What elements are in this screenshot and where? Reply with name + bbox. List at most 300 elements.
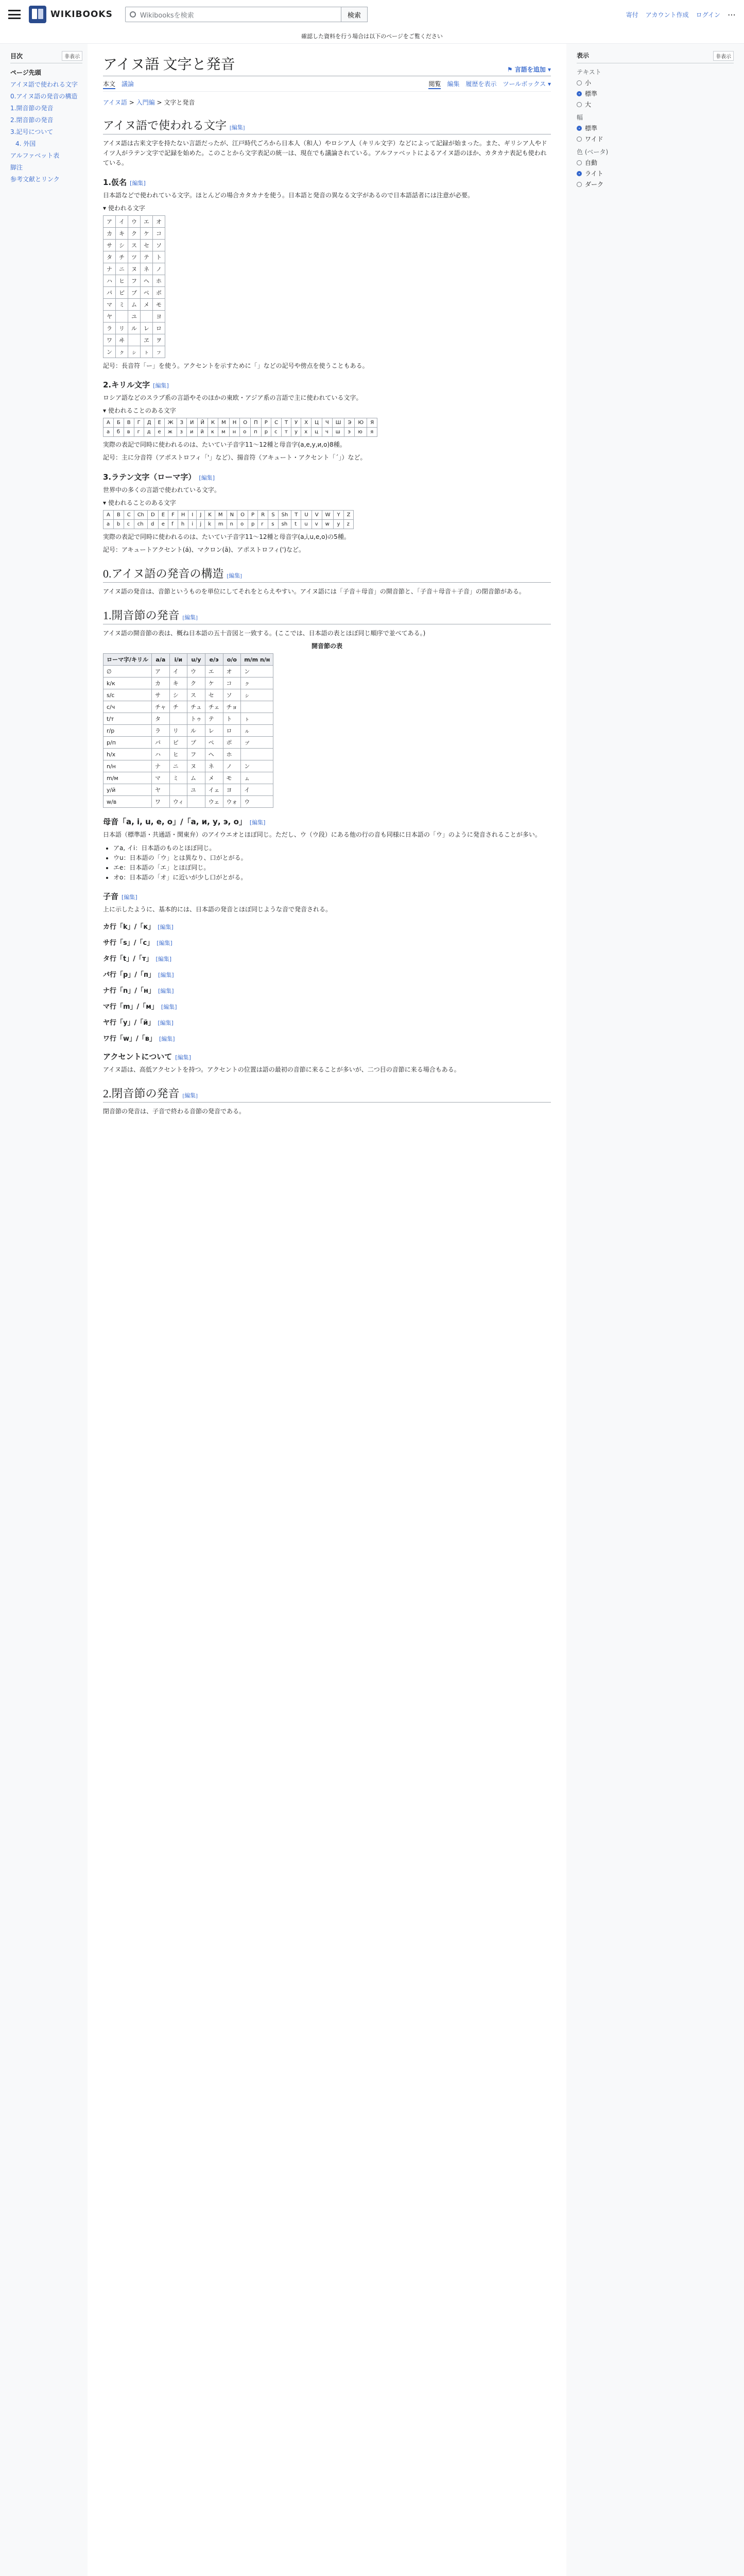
table-cell: ウォ xyxy=(223,796,241,808)
toc-item[interactable]: アイヌ語で使われる文字 xyxy=(10,81,78,88)
subsection-title: ナ行「n」/「н」 xyxy=(103,987,155,995)
breadcrumb: アイヌ語 > 入門編 > 文字と発音 xyxy=(103,99,195,106)
table-cell: w/в xyxy=(103,796,152,808)
table-cell: c/ч xyxy=(103,701,152,713)
table-cell: О xyxy=(240,418,251,428)
table-cell: メ xyxy=(141,298,153,310)
table-header-cell: e/э xyxy=(205,654,223,666)
table-cell: я xyxy=(367,428,377,437)
subsection-heading xyxy=(103,953,551,963)
table-cell: ワ xyxy=(152,796,170,808)
table-cell: J xyxy=(197,510,205,519)
table-row xyxy=(103,772,273,784)
table-cell: ラ xyxy=(103,322,116,334)
table-cell: セ xyxy=(141,239,153,251)
table-cell: ニ xyxy=(116,263,128,275)
table-cell xyxy=(128,334,141,346)
search-button[interactable]: 検索 xyxy=(341,7,368,22)
table-cell: Н xyxy=(229,418,240,428)
table-cell: チョ xyxy=(223,701,241,713)
table-cell: F xyxy=(168,510,178,519)
paragraph: 実際の表記で同時に使われるのは、たいてい子音字11〜12種と母音字(a,i,u,e,o)の5種。 xyxy=(103,533,350,540)
table-row xyxy=(103,760,273,772)
table-cell: イ xyxy=(241,784,273,796)
edit-link[interactable]: [編集] xyxy=(159,1035,175,1042)
table-cell: ウ xyxy=(241,796,273,808)
subsection-heading xyxy=(103,1001,551,1011)
table-cell: h/х xyxy=(103,749,152,760)
table-cell: д xyxy=(144,428,154,437)
table-cell: p xyxy=(248,519,257,529)
edit-label: 編集 xyxy=(177,1054,189,1061)
table-cell: у xyxy=(291,428,301,437)
toc-item[interactable]: 3.記号について xyxy=(10,128,54,135)
paragraph: 記号：アキュートアクセント(á)、マクロン(ā)、アポストロフィ(')など。 xyxy=(103,546,305,553)
table-cell: и xyxy=(187,428,197,437)
table-cell: sh xyxy=(278,519,291,529)
table-header-cell: a/a xyxy=(152,654,170,666)
toc-header xyxy=(10,51,82,63)
table-row xyxy=(103,286,165,298)
color-label: 色 (ベータ) xyxy=(577,148,609,156)
table-cell xyxy=(116,310,128,322)
table-cell: s/c xyxy=(103,689,152,701)
table-cell: タ xyxy=(152,713,170,725)
edit-link[interactable]: [編集] xyxy=(182,1092,198,1099)
table-cell: ц xyxy=(312,428,322,437)
search-icon xyxy=(130,11,136,18)
donate-link[interactable]: 寄付 xyxy=(626,11,638,19)
table-cell: е xyxy=(154,428,164,437)
table-cell: ラ xyxy=(152,725,170,737)
table-cell: ヘ xyxy=(141,275,153,286)
table-cell: ㇷ xyxy=(153,346,165,358)
table-cell: ン xyxy=(103,346,116,358)
table-cell: ㇷ゚ xyxy=(241,737,273,749)
toc-item[interactable]: アルファベット表 xyxy=(10,152,60,159)
table-cell: Ч xyxy=(322,418,332,428)
radio-icon[interactable] xyxy=(577,102,582,107)
table-cell: П xyxy=(251,418,262,428)
section-heading xyxy=(103,1051,551,1062)
toc-item[interactable]: 2.閉音節の発音 xyxy=(10,116,54,124)
radio-label: ワイド xyxy=(585,135,603,143)
table-cell: m xyxy=(215,519,227,529)
table-cell: H xyxy=(178,510,188,519)
table-row xyxy=(103,322,165,334)
table-cell: ㇳ xyxy=(241,713,273,725)
table-cell: ユ xyxy=(128,310,141,322)
toc-item[interactable]: 脚注 xyxy=(10,164,23,171)
collapse-toggle[interactable]: ▾ 使われる文字 xyxy=(103,204,145,212)
table-cell: ツ xyxy=(128,251,141,263)
table-row xyxy=(103,227,165,239)
table-cell: キ xyxy=(116,227,128,239)
table-cell: U xyxy=(301,510,312,519)
table-header-cell: u/y xyxy=(187,654,205,666)
more-icon[interactable]: ⋯ xyxy=(728,9,736,20)
table-cell: ソ xyxy=(153,239,165,251)
radio-option[interactable] xyxy=(577,169,734,178)
table-cell: サ xyxy=(103,239,116,251)
menu-icon[interactable] xyxy=(8,10,21,19)
table-cell: ネ xyxy=(141,263,153,275)
toc-item[interactable]: 参考文献とリンク xyxy=(10,176,60,183)
table-row xyxy=(103,263,165,275)
table-row xyxy=(103,519,354,529)
table-cell: c xyxy=(124,519,134,529)
toc-item[interactable]: 4. 外国 xyxy=(15,140,36,147)
table-cell: シ xyxy=(116,239,128,251)
table-cell: Г xyxy=(134,418,144,428)
radio-icon[interactable] xyxy=(577,126,582,131)
table-cell: ヤ xyxy=(152,784,170,796)
site-logo[interactable] xyxy=(29,6,113,23)
table-cell: ケ xyxy=(141,227,153,239)
table-cell: ピ xyxy=(116,286,128,298)
table-cell: ミ xyxy=(169,772,187,784)
tab-history[interactable]: 履歴を表示 xyxy=(465,80,497,88)
table-cell: Й xyxy=(197,418,207,428)
subsection-title: ワ行「w」/「в」 xyxy=(103,1035,156,1043)
vowel-list xyxy=(113,843,551,883)
table-cell: ㇱ xyxy=(128,346,141,358)
radio-option[interactable] xyxy=(577,100,734,109)
edit-link[interactable]: [編集] xyxy=(157,939,172,946)
edit-link[interactable]: [編集] xyxy=(158,987,174,994)
list-item: • ウu：日本語の「ウ」とは異なり、口がとがる。 xyxy=(113,853,551,863)
toc-item[interactable]: ページ先頭 xyxy=(10,69,41,76)
table-cell: v xyxy=(312,519,322,529)
table-cell: б xyxy=(113,428,124,437)
edit-label: 編集 xyxy=(231,125,243,131)
table-cell: セ xyxy=(205,689,223,701)
table-cell: Ц xyxy=(312,418,322,428)
table-cell: シ xyxy=(169,689,187,701)
table-cell: ノ xyxy=(223,760,241,772)
table-cell: ヲ xyxy=(153,334,165,346)
table-row xyxy=(103,510,354,519)
tab-article[interactable]: 本文 xyxy=(103,79,115,89)
section-title: アクセントについて xyxy=(103,1052,172,1061)
table-cell: Z xyxy=(343,510,354,519)
breadcrumb-item[interactable]: 入門編 xyxy=(136,99,155,106)
table-cell: ペ xyxy=(141,286,153,298)
table-row xyxy=(103,749,273,760)
search-input[interactable] xyxy=(125,7,341,22)
table-cell: ヒ xyxy=(116,275,128,286)
table-cell: Я xyxy=(367,418,377,428)
edit-link[interactable]: [編集] xyxy=(161,1003,177,1010)
table-cell: р xyxy=(261,428,271,437)
table-cell: レ xyxy=(141,322,153,334)
table-row xyxy=(103,418,377,428)
subsection-title: パ行「p」/「п」 xyxy=(103,971,155,979)
edit-link[interactable]: [編集] xyxy=(158,1019,174,1026)
table-cell: サ xyxy=(152,689,170,701)
table-row xyxy=(103,334,165,346)
table-cell: V xyxy=(312,510,322,519)
table-cell: ア xyxy=(152,666,170,677)
radio-icon[interactable] xyxy=(577,91,582,96)
table-cell: ス xyxy=(128,239,141,251)
table-cell: ニ xyxy=(169,760,187,772)
edit-link[interactable]: [編集] xyxy=(175,1054,191,1061)
table-cell: х xyxy=(301,428,312,437)
radio-icon[interactable] xyxy=(577,171,582,176)
table-row xyxy=(103,275,165,286)
table-cell: K xyxy=(205,510,215,519)
main-content xyxy=(88,44,566,2576)
edit-link[interactable]: [編集] xyxy=(153,382,169,389)
table-cell: ш xyxy=(332,428,344,437)
table-cell: ポ xyxy=(153,286,165,298)
table-cell: I xyxy=(188,510,197,519)
appearance-hide-button[interactable]: 非表示 xyxy=(713,51,734,61)
table-cell: エ xyxy=(205,666,223,677)
color-options xyxy=(577,158,734,189)
cyrillic-table xyxy=(103,418,377,437)
table-cell: タ xyxy=(103,251,116,263)
subsection-title: ヤ行「y」/「й」 xyxy=(103,1019,155,1027)
tools-label: ツールボックス xyxy=(503,80,546,88)
toc-item[interactable]: 1.開音節の発音 xyxy=(10,105,54,112)
table-cell: Е xyxy=(154,418,164,428)
table-cell: ハ xyxy=(103,275,116,286)
radio-label: 小 xyxy=(585,79,592,87)
table-cell: Д xyxy=(144,418,154,428)
table-cell: ㇽ xyxy=(241,725,273,737)
table-cell: ミ xyxy=(116,298,128,310)
table-cell: К xyxy=(208,418,218,428)
table-cell: S xyxy=(268,510,278,519)
edit-link[interactable]: [編集] xyxy=(227,573,242,580)
paragraph: ロシア語などのスラブ系の言語やそのほかの東欧・アジア系の言語で主に使われている文字。 xyxy=(103,394,362,401)
table-cell: m/м xyxy=(103,772,152,784)
breadcrumb-item[interactable]: アイヌ語 xyxy=(103,99,127,106)
table-cell: ю xyxy=(355,428,367,437)
table-cell: т xyxy=(282,428,291,437)
toc-sidebar xyxy=(0,44,88,2576)
table-cell: A xyxy=(103,510,114,519)
table-cell: г xyxy=(134,428,144,437)
section-title: 1.仮名 xyxy=(103,177,127,187)
login-link[interactable]: ログイン xyxy=(696,11,720,19)
subsection-heading xyxy=(103,1033,551,1043)
table-cell: コ xyxy=(223,677,241,689)
table-cell: о xyxy=(240,428,251,437)
syllable-table xyxy=(103,653,273,808)
toc-item[interactable]: 0.アイヌ語の発音の構造 xyxy=(10,93,78,100)
edit-link[interactable]: [編集] xyxy=(199,474,215,481)
radio-option[interactable] xyxy=(577,89,734,98)
table-cell: パ xyxy=(152,737,170,749)
table-cell: У xyxy=(291,418,301,428)
paragraph: アイヌ語は、高低アクセントを持つ。アクセントの位置は語の最初の音節に来ることが多いが、二つ目の音節に来る場合もある。 xyxy=(103,1065,460,1073)
table-cell: ヒ xyxy=(169,749,187,760)
top-bar xyxy=(0,0,744,29)
section-title: 0.アイヌ語の発音の構造 xyxy=(103,567,224,581)
radio-option[interactable] xyxy=(577,124,734,132)
table-cell: ム xyxy=(187,772,205,784)
table-cell: В xyxy=(124,418,134,428)
radio-option[interactable] xyxy=(577,134,734,143)
table-cell: フ xyxy=(128,275,141,286)
table-cell: н xyxy=(229,428,240,437)
toggle-label: 使われることのある文字 xyxy=(108,407,176,415)
table-row xyxy=(103,701,273,713)
table-header-cell: i/и xyxy=(169,654,187,666)
edit-label: 編集 xyxy=(201,474,213,481)
table-cell: ヱ xyxy=(141,334,153,346)
edit-link[interactable]: [編集] xyxy=(155,955,172,962)
edit-link[interactable]: [編集] xyxy=(158,971,174,978)
table-cell: ヤ xyxy=(103,310,116,322)
edit-link[interactable]: [編集] xyxy=(122,894,137,901)
section-heading xyxy=(103,177,551,188)
site-notice: 確認した資料を行う場合は以下のページをご覧ください xyxy=(0,29,744,44)
latin-table xyxy=(103,510,354,529)
table-cell: ノ xyxy=(153,263,165,275)
appearance-panel xyxy=(566,44,744,2576)
radio-icon[interactable] xyxy=(577,182,582,187)
radio-label: 自動 xyxy=(585,159,598,166)
edit-label: 編集 xyxy=(252,819,264,826)
edit-link[interactable]: [編集] xyxy=(130,179,146,187)
radio-icon[interactable] xyxy=(577,80,582,86)
table-cell: ch xyxy=(134,519,147,529)
paragraph: 日本語（標準語・共通語・関東弁）のアイウエオとほぼ同じ。ただし、ウ（ウ段）にある他の行の音も同様に日本語の「ウ」のように発音されることが多い。 xyxy=(103,831,541,839)
table-cell: マ xyxy=(103,298,116,310)
search-area xyxy=(125,7,368,22)
table-cell: a xyxy=(103,519,114,529)
radio-option[interactable] xyxy=(577,158,734,167)
table-cell: s xyxy=(268,519,278,529)
user-links xyxy=(626,10,736,20)
radio-label: 大 xyxy=(585,101,592,108)
table-cell: ス xyxy=(187,689,205,701)
table-cell: u xyxy=(301,519,312,529)
table-cell: ヌ xyxy=(187,760,205,772)
table-cell: チェ xyxy=(205,701,223,713)
table-cell: ソ xyxy=(223,689,241,701)
paragraph: 記号：長音符「ー」を使う。アクセントを示すために「」などの記号や傍点を使うこともある。 xyxy=(103,362,369,369)
paragraph: アイヌ語の開音節の表は、概ね日本語の五十音図と一致する。(ここでは、日本語の表とほぼ同じ順序で並べてある。) xyxy=(103,630,426,637)
table-cell: ウ xyxy=(128,215,141,227)
collapse-toggle[interactable]: ▾ 使われることのある文字 xyxy=(103,499,176,506)
table-cell: А xyxy=(103,418,114,428)
paragraph: アイヌ語の発音は、音節というものを単位にしてそれをとらえやすい。アイヌ語には「子音＋母音」の開音節と、「子音＋母音＋子音」の閉音節がある。 xyxy=(103,588,525,596)
table-cell: ユ xyxy=(187,784,205,796)
kana-table xyxy=(103,215,165,358)
section-heading xyxy=(103,117,551,134)
section-title: 3.ラテン文字（ローマ字） xyxy=(103,472,196,482)
table-row xyxy=(103,428,377,437)
table-cell: プ xyxy=(128,286,141,298)
toc-hide-button[interactable]: 非表示 xyxy=(62,51,82,61)
edit-link[interactable]: [編集] xyxy=(182,615,198,621)
subsection-heading xyxy=(103,985,551,995)
subsection-title: マ行「m」/「м」 xyxy=(103,1003,158,1011)
table-cell: Т xyxy=(282,418,291,428)
table-cell: ク xyxy=(128,227,141,239)
table-cell: з xyxy=(177,428,186,437)
table-cell: イ xyxy=(116,215,128,227)
table-cell: N xyxy=(227,510,237,519)
table-cell: イ xyxy=(169,666,187,677)
table-cell: ハ xyxy=(152,749,170,760)
language-button[interactable]: ⚑ 言語を追加 ▾ xyxy=(507,66,551,73)
table-header-cell: ローマ字/キリル xyxy=(103,654,152,666)
table-cell: p/п xyxy=(103,737,152,749)
table-cell: i xyxy=(188,519,197,529)
edit-link[interactable]: [編集] xyxy=(230,125,245,131)
edit-link[interactable]: [編集] xyxy=(158,923,174,930)
subsection-heading xyxy=(103,1017,551,1027)
radio-icon[interactable] xyxy=(577,160,582,165)
table-cell: ウェ xyxy=(205,796,223,808)
table-cell: y xyxy=(334,519,343,529)
radio-label: 標準 xyxy=(585,90,598,97)
radio-option[interactable] xyxy=(577,180,734,189)
table-cell: ン xyxy=(241,760,273,772)
table-cell: Ch xyxy=(134,510,147,519)
subsection-title: サ行「s」/「c」 xyxy=(103,939,154,947)
radio-label: ダーク xyxy=(585,181,604,188)
create-account-link[interactable]: アカウント作成 xyxy=(645,11,689,19)
table-cell: ト xyxy=(223,713,241,725)
tab-tools[interactable]: ツールボックス ▾ xyxy=(503,80,551,88)
table-cell: R xyxy=(258,510,268,519)
collapse-toggle[interactable]: ▾ 使われることのある文字 xyxy=(103,407,176,415)
table-row xyxy=(103,239,165,251)
paragraph: 閉音節の発音は、子音で終わる音節の発音である。 xyxy=(103,1107,246,1115)
edit-link[interactable]: [編集] xyxy=(249,819,266,826)
table-cell: ㇰ xyxy=(241,677,273,689)
table-header-cell: o/o xyxy=(223,654,241,666)
table-cell: И xyxy=(187,418,197,428)
table-cell: f xyxy=(168,519,178,529)
search-placeholder: Wikibooksを検索 xyxy=(140,11,194,20)
table-cell: м xyxy=(218,428,230,437)
paragraph: 上に示したように、基本的には、日本語の発音とほぼ同じような音で発音される。 xyxy=(103,906,332,913)
tab-edit[interactable]: 編集 xyxy=(447,80,460,88)
text-size-options xyxy=(577,78,734,109)
edit-label: 編集 xyxy=(155,382,167,389)
table-cell: h xyxy=(178,519,188,529)
table-cell: ヨ xyxy=(153,310,165,322)
radio-option[interactable] xyxy=(577,78,734,87)
table-cell: ン xyxy=(241,666,273,677)
toc-title: 目次 xyxy=(10,53,23,60)
table-cell: d xyxy=(148,519,159,529)
edit-label: 編集 xyxy=(124,894,135,901)
radio-icon[interactable] xyxy=(577,137,582,142)
table-cell: э xyxy=(344,428,355,437)
table-cell: Б xyxy=(113,418,124,428)
tab-discussion[interactable]: 議論 xyxy=(122,80,134,88)
table-cell: チ xyxy=(116,251,128,263)
table-cell: ∅ xyxy=(103,666,152,677)
table-cell: Р xyxy=(261,418,271,428)
table-cell: Х xyxy=(301,418,312,428)
site-name: WIKIBOOKS xyxy=(50,9,113,20)
tab-read[interactable]: 閲覧 xyxy=(428,79,441,89)
table-row xyxy=(103,251,165,263)
table-cell: ヰ xyxy=(116,334,128,346)
table-row xyxy=(103,796,273,808)
table-header-cell: m/m n/н xyxy=(241,654,273,666)
